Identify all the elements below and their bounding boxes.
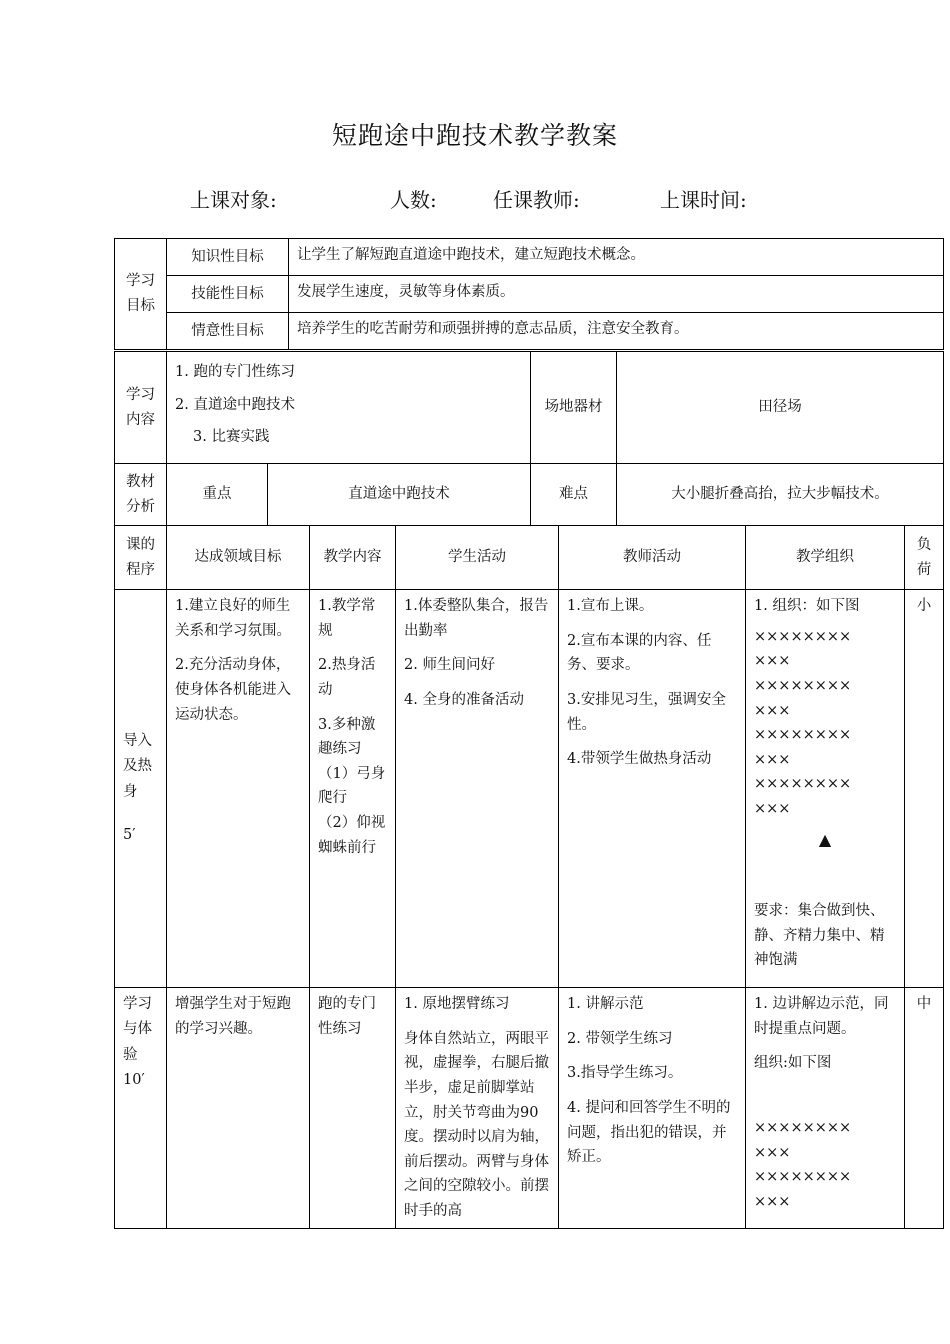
class-object-label: 上课对象: xyxy=(190,188,277,212)
venue-label: 场地器材 xyxy=(531,352,617,464)
content-item: 3.多种激趣练习 xyxy=(318,716,376,758)
content-item: 2. 直道途中跑技术 xyxy=(175,396,295,413)
section-time: 5′ xyxy=(123,826,136,843)
key-point-value: 直道途中跑技术 xyxy=(268,464,531,526)
formation-row: ××× xyxy=(754,702,791,719)
organization-heading: 1. 边讲解边示范，同时提重点问题。 xyxy=(754,996,889,1037)
content-item: 1.教学常规 xyxy=(318,598,376,639)
section-content xyxy=(310,988,396,1229)
goal-text-affective: 培养学生的吃苦耐劳和顽强拼搏的意志品质，注意安全教育。 xyxy=(289,313,944,350)
col-load: 负 荷 xyxy=(905,526,944,590)
section-student xyxy=(396,988,559,1229)
formation-row: ×××××××× xyxy=(754,1119,852,1136)
col-procedure: 课的 程序 xyxy=(115,526,167,590)
content-section-label: 学习 内容 xyxy=(115,352,167,464)
teacher-item: 3.指导学生练习。 xyxy=(567,1065,683,1082)
formation-row: ×××××××× xyxy=(754,776,852,793)
content-item: （1）弓身爬行 xyxy=(318,765,386,807)
formation-row: ×××××××× xyxy=(754,727,852,744)
col-content: 教学内容 xyxy=(310,526,396,590)
content-table xyxy=(114,351,944,464)
analysis-table xyxy=(114,463,944,526)
col-student: 学生活动 xyxy=(396,526,559,590)
teacher-item: 2.宣布本课的内容、任务、要求。 xyxy=(567,632,712,674)
teacher-item: 2. 带领学生练习 xyxy=(567,1030,673,1047)
organization-sub: 组织:如下图 xyxy=(754,1055,832,1072)
student-item: 身体自然站立，两眼平视，虚握拳，右腿后撤半步，虚足前脚掌站立，肘关节弯曲为90度。摆动时以肩为轴，前后摆动。两臂与身体之间的空隙较小。前摆时手的高 xyxy=(404,1030,549,1220)
section-teacher xyxy=(559,590,746,988)
student-item: 1. 原地摆臂练习 xyxy=(404,996,510,1012)
goal-label-knowledge: 知识性目标 xyxy=(167,239,289,276)
document-title: 短跑途中跑技术教学教案 xyxy=(331,121,618,150)
goal-text-skill: 发展学生速度，灵敏等身体素质。 xyxy=(289,276,944,313)
formation-diagram xyxy=(754,625,896,853)
teacher-item: 1. 讲解示范 xyxy=(567,996,644,1012)
key-point-label: 重点 xyxy=(167,464,268,526)
section-goals xyxy=(167,590,310,988)
section-organization xyxy=(746,988,905,1229)
table-row xyxy=(115,988,944,1229)
section-time: 10′ xyxy=(123,1072,145,1089)
formation-row: ××× xyxy=(754,1193,791,1210)
goal-item: 1.建立良好的师生关系和学习氛围。 xyxy=(175,598,291,639)
student-item: 1.体委整队集合，报告出勤率 xyxy=(404,598,549,639)
content-item: （2）仰视蜘蛛前行 xyxy=(318,815,386,856)
goal-label-affective: 情意性目标 xyxy=(167,313,289,350)
formation-row: ××× xyxy=(754,653,791,670)
col-teacher: 教师活动 xyxy=(559,526,746,590)
content-item: 1. 跑的专门性练习 xyxy=(175,364,295,380)
teacher-item: 4. 提问和回答学生不明的问题，指出犯的错误，并矫正。 xyxy=(567,1099,731,1166)
goal-text-knowledge: 让学生了解短跑直道途中跑技术，建立短跑技术概念。 xyxy=(289,239,944,276)
teacher-label: 任课教师: xyxy=(493,188,580,212)
analysis-section-label: 教材 分析 xyxy=(115,464,167,526)
goal-item: 增强学生对于短跑的学习兴趣。 xyxy=(175,996,291,1037)
difficulty-value: 大小腿折叠高抬，拉大步幅技术。 xyxy=(617,464,944,526)
goal-item: 2.充分活动身体，使身体各机能进入运动状态。 xyxy=(175,657,291,723)
goals-section-label: 学习 目标 xyxy=(115,239,167,350)
section-organization xyxy=(746,590,905,988)
goals-table xyxy=(114,238,944,350)
content-item: 3. 比赛实践 xyxy=(193,429,270,446)
formation-row: ××× xyxy=(754,801,791,818)
formation-diagram xyxy=(754,1116,896,1215)
formation-row: ×××××××× xyxy=(754,628,852,645)
organization-requirement: 要求：集合做到快、静、齐精力集中、精神饱满 xyxy=(754,902,885,969)
teacher-item: 3.安排见习生，强调安全性。 xyxy=(567,691,726,733)
load-value: 中 xyxy=(905,988,944,1229)
formation-row: ××× xyxy=(754,1144,791,1161)
teacher-position-marker: ▲ xyxy=(818,829,832,849)
col-organization: 教学组织 xyxy=(746,526,905,590)
section-teacher xyxy=(559,988,746,1229)
student-count-label: 人数: xyxy=(390,188,437,212)
content-item: 跑的专门性练习 xyxy=(318,996,376,1037)
load-value: 小 xyxy=(905,590,944,988)
formation-row: ×××××××× xyxy=(754,677,852,694)
difficulty-label: 难点 xyxy=(531,464,617,526)
section-student xyxy=(396,590,559,988)
content-items xyxy=(167,352,531,464)
student-item: 4. 全身的准备活动 xyxy=(404,691,524,708)
formation-row: ××× xyxy=(754,751,791,768)
section-name-learning: 学习 与体 验 10′ xyxy=(115,988,167,1229)
student-item: 2. 师生间问好 xyxy=(404,657,495,674)
section-name-warmup: 导入 及热 身 5′ xyxy=(115,590,167,988)
goal-label-skill: 技能性目标 xyxy=(167,276,289,313)
section-goals xyxy=(167,988,310,1229)
class-time-label: 上课时间: xyxy=(660,188,747,212)
col-goal: 达成领域目标 xyxy=(167,526,310,590)
organization-heading: 1. 组织：如下图 xyxy=(754,598,860,614)
section-content xyxy=(310,590,396,988)
table-row xyxy=(115,590,944,988)
teacher-item: 4.带领学生做热身活动 xyxy=(567,751,712,768)
content-item: 2.热身活动 xyxy=(318,657,376,698)
procedure-table xyxy=(114,525,944,1229)
venue-value: 田径场 xyxy=(617,352,944,464)
formation-row: ×××××××× xyxy=(754,1169,852,1186)
teacher-item: 1.宣布上课。 xyxy=(567,598,654,614)
